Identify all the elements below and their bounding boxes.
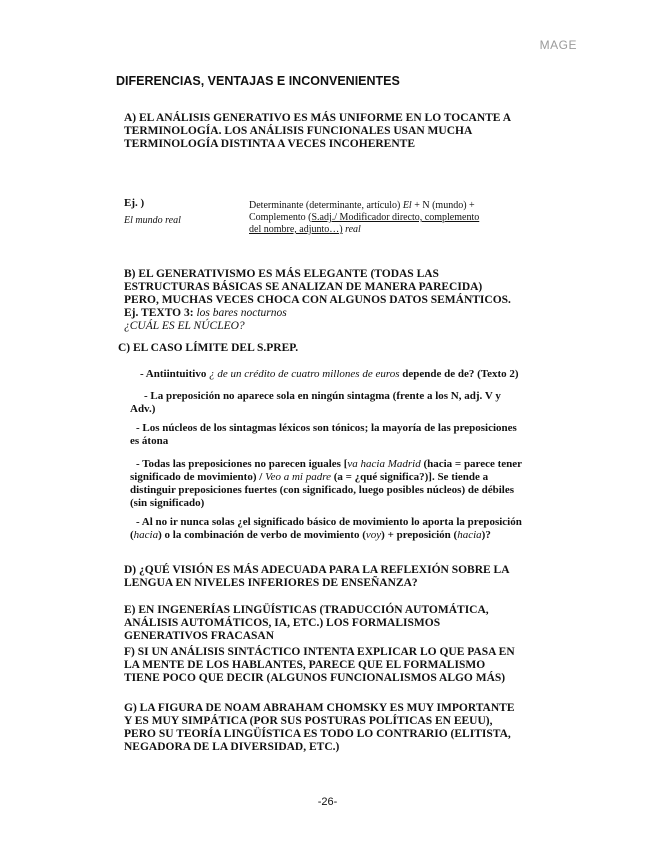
section-f: F) SI UN ANÁLISIS SINTÁCTICO INTENTA EXPLICAR LO QUE PASA EN LA MENTE DE LOS HABLANTES, PARECE QUE EL FORMALISMO TIENE POCO QUE DECIR (ALGUNOS FUNCIONALISMOS ALGO MÁS)	[124, 646, 515, 684]
section-a: A) EL ANÁLISIS GENERATIVO ES MÁS UNIFORME EN LO TOCANTE A TERMINOLOGÍA. LOS ANÁLISIS FUNCIONALES USAN MUCHA TERMINOLOGÍA DISTINTA A VECES INCOHERENTE	[124, 112, 511, 150]
section-b: B) EL GENERATIVISMO ES MÁS ELEGANTE (TODAS LAS ESTRUCTURAS BÁSICAS SE ANALIZAN DE MANERA PARECIDA) PERO, MUCHAS VECES CHOCA CON ALGUNOS DATOS SEMÁNTICOS. Ej. TEXTO 3: los bares nocturnos ¿CUÁL ES EL NÚCLEO?	[124, 268, 511, 332]
example-analysis	[249, 200, 484, 236]
section-c-bullet-3: - Los núcleos de los sintagmas léxicos son tónicos; la mayoría de las preposiciones es átona	[130, 422, 517, 447]
section-d: D) ¿QUÉ VISIÓN ES MÁS ADECUADA PARA LA REFLEXIÓN SOBRE LA LENGUA EN NIVELES INFERIORES DE ENSEÑANZA?	[124, 564, 509, 589]
example-analysis-line2: Complemento (S.adj./ Modificador directo, complemento del nombre, adjunto…) real	[249, 212, 480, 235]
section-c-heading: C) EL CASO LÍMITE DEL S.PREP.	[118, 342, 299, 354]
section-c-bullet-2: - La preposición no aparece sola en ningún sintagma (frente a los N, adj. V y Adv.)	[130, 390, 501, 415]
section-e: E) EN INGENERÍAS LINGÜÍSTICAS (TRADUCCIÓN AUTOMÁTICA, ANÁLISIS AUTOMÁTICOS, IA, ETC.) LOS FORMALISMOS GENERATIVOS FRACASAN	[124, 604, 489, 642]
section-b-question: ¿CUÁL ES EL NÚCLEO?	[124, 320, 245, 332]
section-c-bullet-1: - Antiintuitivo ¿ de un crédito de cuatro millones de euros depende de de? (Texto 2)	[140, 368, 519, 380]
section-c-bullet-4: - Todas las preposiciones no parecen iguales [va hacia Madrid (hacia = parece tener significado de movimiento) / Veo a mi padre (a = ¿qué significa?)]. Se tiende a distinguir preposiciones fuertes (con significado, luego posibles núcleos) de débiles (sin significado)	[130, 458, 522, 509]
example-label: Ej. )	[124, 197, 145, 209]
example-phrase: El mundo real	[124, 215, 181, 226]
section-c-bullet-5: - Al no ir nunca solas ¿el significado básico de movimiento lo aporta la preposición (hacia) o la combinación de verbo de movimiento (voy) + preposición (hacia)?	[130, 516, 522, 541]
page-title: DIFERENCIAS, VENTAJAS E INCONVENIENTES	[116, 74, 400, 88]
running-head: MAGE	[539, 38, 577, 52]
example-analysis-line1: Determinante (determinante, artículo) El + N (mundo) +	[249, 200, 475, 211]
section-g: G) LA FIGURA DE NOAM ABRAHAM CHOMSKY ES MUY IMPORTANTE Y ES MUY SIMPÁTICA (POR SUS POSTURAS POLÍTICAS EN EEUU), PERO SU TEORÍA LINGÜÍSTICA ES TODO LO CONTRARIO (ELITISTA, NEGADORA DE LA DIVERSIDAD, ETC.)	[124, 702, 515, 753]
page-number: -26-	[317, 796, 338, 808]
